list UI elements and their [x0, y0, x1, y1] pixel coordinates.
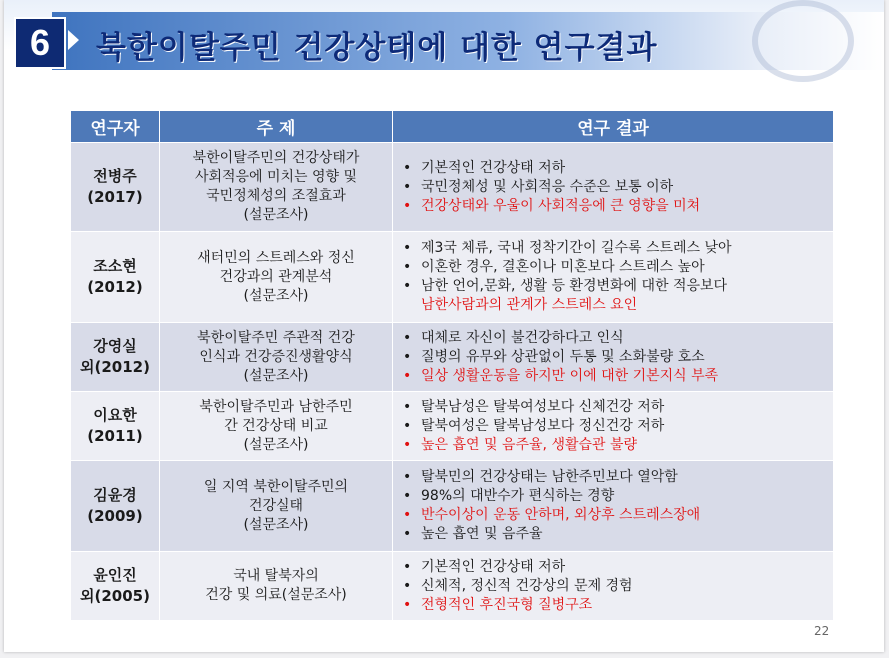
result-item-highlight: • 일상 생활운동을 하지만 이에 대한 기본지식 부족: [399, 367, 827, 386]
topic-line: 건강과의 관계분석: [219, 268, 333, 285]
result-item: • 이혼한 경우, 결혼이나 미혼보다 스트레스 높아: [399, 258, 827, 277]
author-name: 윤인진: [93, 566, 137, 584]
topic-method: (설문조사): [243, 367, 309, 384]
author-name: 조소현: [93, 257, 137, 275]
author-year: (2011): [87, 427, 143, 445]
topic-line: 새터민의 스트레스와 정신: [197, 249, 355, 266]
slide: [4, 0, 884, 652]
topic-method: (설문조사): [243, 516, 309, 533]
result-list: [399, 558, 827, 615]
result-cell: [393, 323, 833, 391]
result-item: • 기본적인 건강상태 저하: [399, 558, 827, 577]
result-list: [399, 468, 827, 544]
result-item: • 질병의 유무와 상관없이 두통 및 소화불량 호소: [399, 348, 827, 367]
result-item: • 높은 흡연 및 음주율: [399, 525, 827, 544]
result-item-highlight: • 건강상태와 우울이 사회적응에 큰 영향을 미쳐: [399, 197, 827, 216]
arrow-right-icon: [68, 30, 79, 50]
result-cell: [393, 392, 833, 460]
author-name: 전병주: [93, 167, 137, 185]
topic-method: (설문조사): [243, 287, 309, 304]
topic-cell: [160, 552, 392, 620]
author-year: 외(2012): [80, 358, 150, 376]
topic-line: 북한이탈주민의 건강상태가: [192, 150, 360, 166]
research-table: [70, 110, 834, 621]
author-year: (2012): [87, 278, 143, 296]
result-item-highlight: • 전형적인 후진국형 질병구조: [399, 596, 827, 615]
result-cell: [393, 461, 833, 551]
author-cell: [71, 232, 159, 322]
result-item: • 탈북민의 건강상태는 남한주민보다 열악함: [399, 468, 827, 487]
author-cell: [71, 143, 159, 231]
topic-cell: [160, 461, 392, 551]
result-item: • 98%의 대반수가 편식하는 경향: [399, 487, 827, 506]
result-item: • 국민정체성 및 사회적응 수준은 보통 이하: [399, 178, 827, 197]
topic-line: 북한이탈주민 주관적 건강: [197, 329, 355, 346]
topic-cell: [160, 232, 392, 322]
table-row: [71, 232, 833, 322]
topic-method: (설문조사): [243, 207, 309, 223]
author-year: (2009): [87, 507, 143, 525]
result-cell: [393, 552, 833, 620]
author-name: 김윤경: [93, 486, 137, 504]
column-header-results: 연구 결과: [393, 111, 833, 142]
author-year: (2017): [87, 188, 143, 206]
topic-method: (설문조사): [243, 436, 309, 453]
result-cell: [393, 143, 833, 231]
table-header-row: [71, 111, 833, 142]
column-header-author: 연구자: [71, 111, 159, 142]
table-row: [71, 323, 833, 391]
topic-line: 국내 탈북자의: [233, 568, 319, 584]
table-row: [71, 392, 833, 460]
result-item-continuation-highlight: 남한사람과의 관계가 스트레스 요인: [421, 297, 638, 313]
result-list: [399, 159, 827, 216]
table-row: [71, 143, 833, 231]
result-cell: [393, 232, 833, 322]
topic-line: 건강실태: [248, 497, 304, 514]
topic-line: 일 지역 북한이탈주민의: [203, 478, 349, 495]
slide-header: [4, 0, 884, 72]
topic-cell: [160, 323, 392, 391]
result-item: • 대체로 자신이 불건강하다고 인식: [399, 329, 827, 348]
slide-title: 북한이탈주민 건강상태에 대한 연구결과: [96, 30, 658, 66]
magnifier-decoration-icon: [752, 0, 854, 82]
author-name: 이요한: [93, 406, 137, 424]
result-item: • 기본적인 건강상태 저하: [399, 159, 827, 178]
column-header-topic: 주 제: [160, 111, 392, 142]
topic-line: 국민정체성의 조절효과: [206, 188, 346, 204]
author-cell: [71, 461, 159, 551]
result-list: [399, 239, 827, 315]
topic-line: 사회적응에 미치는 영향 및: [194, 169, 358, 185]
topic-line: 인식과 건강증진생활양식: [199, 348, 353, 365]
result-item-highlight: • 높은 흡연 및 음주율, 생활습관 불량: [399, 436, 827, 455]
author-cell: [71, 552, 159, 620]
result-list: [399, 329, 827, 386]
result-item: • 신체적, 정신적 건강상의 문제 경험: [399, 577, 827, 596]
result-item: • 탈북남성은 탈북여성보다 신체건강 저하: [399, 398, 827, 417]
topic-line: 북한이탈주민과 남한주민: [199, 398, 353, 415]
table-row: [71, 461, 833, 551]
author-year: 외(2005): [80, 587, 150, 605]
author-cell: [71, 323, 159, 391]
result-list: [399, 398, 827, 455]
result-item: • 남한 언어,문화, 생활 등 환경변화에 대한 적응보다: [399, 277, 827, 296]
result-item: • 제3국 체류, 국내 정착기간이 길수록 스트레스 낮아: [399, 239, 827, 258]
topic-line: 건강 및 의료(설문조사): [205, 587, 347, 603]
result-item: • 탈북여성은 탈북남성보다 정신건강 저하: [399, 417, 827, 436]
topic-cell: [160, 392, 392, 460]
page-number: 22: [814, 624, 830, 638]
author-cell: [71, 392, 159, 460]
slide-number-badge: 6: [14, 17, 66, 69]
topic-line: 간 건강상태 비교: [224, 417, 328, 434]
table-row: [71, 552, 833, 620]
author-name: 강영실: [93, 337, 137, 355]
result-item-highlight: • 반수이상이 운동 안하며, 외상후 스트레스장애: [399, 506, 827, 525]
topic-cell: [160, 143, 392, 231]
